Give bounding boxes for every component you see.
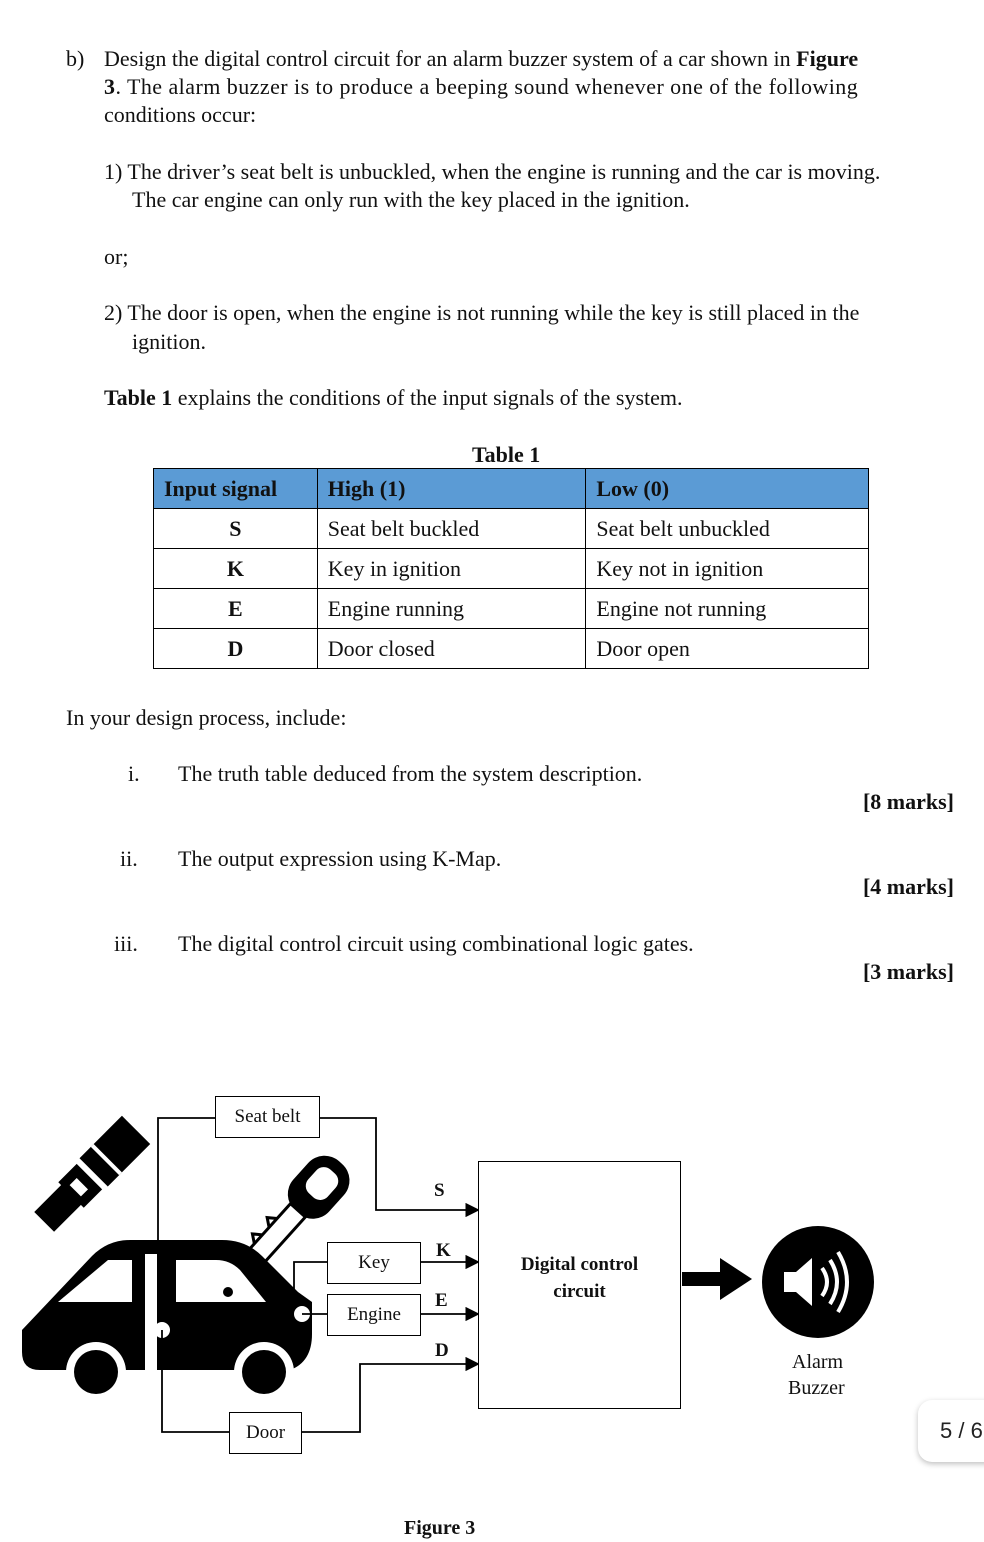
condition-2-line-2: ignition. — [132, 329, 206, 354]
figure-caption: Figure 3 — [404, 1517, 476, 1539]
question-line-2-text: . The alarm buzzer is to produce a beeping sound whenever one of the following — [115, 74, 859, 99]
low-cell: Seat belt unbuckled — [586, 509, 869, 549]
low-cell: Engine not running — [586, 589, 869, 629]
input-signal-table — [153, 468, 869, 669]
signal-cell: D — [154, 629, 318, 669]
or-connector: or; — [104, 244, 129, 269]
car-icon — [22, 1240, 312, 1402]
seat-belt-box: Seat belt — [215, 1096, 320, 1138]
table-ref: Table 1 — [104, 385, 173, 410]
signal-cell: K — [154, 549, 318, 589]
signal-label-k: K — [436, 1240, 451, 1261]
output-arrow — [682, 1258, 752, 1300]
design-intro: In your design process, include: — [66, 705, 347, 730]
low-cell: Key not in ignition — [586, 549, 869, 589]
item-number: ii. — [120, 846, 138, 871]
digital-control-circuit-box — [478, 1161, 681, 1409]
table-intro — [104, 384, 683, 412]
alarm-label-line-1: Alarm — [792, 1351, 844, 1373]
seat-belt-buckle-icon — [30, 1116, 150, 1236]
table-row — [154, 629, 869, 669]
item-number: iii. — [114, 931, 138, 956]
condition-2-line-1: 2) The door is open, when the engine is not running while the key is still placed in the — [104, 300, 860, 325]
low-cell: Door open — [586, 629, 869, 669]
marks-label: [4 marks] — [862, 874, 954, 899]
header-high: High (1) — [317, 469, 586, 509]
table-caption: Table 1 — [472, 442, 541, 467]
table-row — [154, 589, 869, 629]
key-box: Key — [327, 1242, 421, 1284]
marks-label: [3 marks] — [862, 959, 954, 984]
high-cell: Key in ignition — [317, 549, 586, 589]
item-text: The truth table deduced from the system description. — [178, 761, 643, 786]
item-text: The output expression using K-Map. — [178, 846, 502, 871]
speaker-icon — [762, 1226, 874, 1338]
table-header-row — [154, 469, 869, 509]
question-line-3: conditions occur: — [104, 102, 257, 127]
figure-ref-number: 3 — [104, 74, 116, 99]
marks-label: [8 marks] — [862, 789, 954, 814]
controller-label-line-2: circuit — [553, 1281, 606, 1302]
header-low: Low (0) — [586, 469, 869, 509]
header-input-signal: Input signal — [154, 469, 318, 509]
high-cell: Engine running — [317, 589, 586, 629]
page-indicator: 5 / 6 — [918, 1400, 984, 1462]
question-line-1 — [104, 45, 858, 73]
condition-1-line-2: The car engine can only run with the key placed in the ignition. — [132, 187, 690, 212]
item-text: The digital control circuit using combinational logic gates. — [178, 931, 694, 956]
signal-label-s: S — [434, 1180, 445, 1201]
engine-box: Engine — [327, 1294, 421, 1336]
door-box: Door — [229, 1412, 302, 1454]
controller-label-line-1: Digital control — [520, 1254, 639, 1275]
table-row — [154, 549, 869, 589]
alarm-label-line-2: Buzzer — [788, 1377, 845, 1399]
signal-cell: S — [154, 509, 318, 549]
item-number: i. — [128, 761, 140, 786]
high-cell: Door closed — [317, 629, 586, 669]
condition-1-line-1: 1) The driver’s seat belt is unbuckled, when the engine is running and the car is moving. — [104, 159, 881, 184]
signal-label-e: E — [435, 1290, 448, 1311]
signal-label-d: D — [435, 1340, 449, 1361]
question-label: b) — [66, 46, 85, 71]
table-row — [154, 509, 869, 549]
high-cell: Seat belt buckled — [317, 509, 586, 549]
figure-ref: Figure — [796, 46, 859, 71]
table-intro-text: explains the conditions of the input signals of the system. — [172, 385, 683, 410]
question-line-2 — [104, 73, 858, 101]
signal-cell: E — [154, 589, 318, 629]
question-line-1-text: Design the digital control circuit for an alarm buzzer system of a car shown in — [104, 46, 797, 71]
